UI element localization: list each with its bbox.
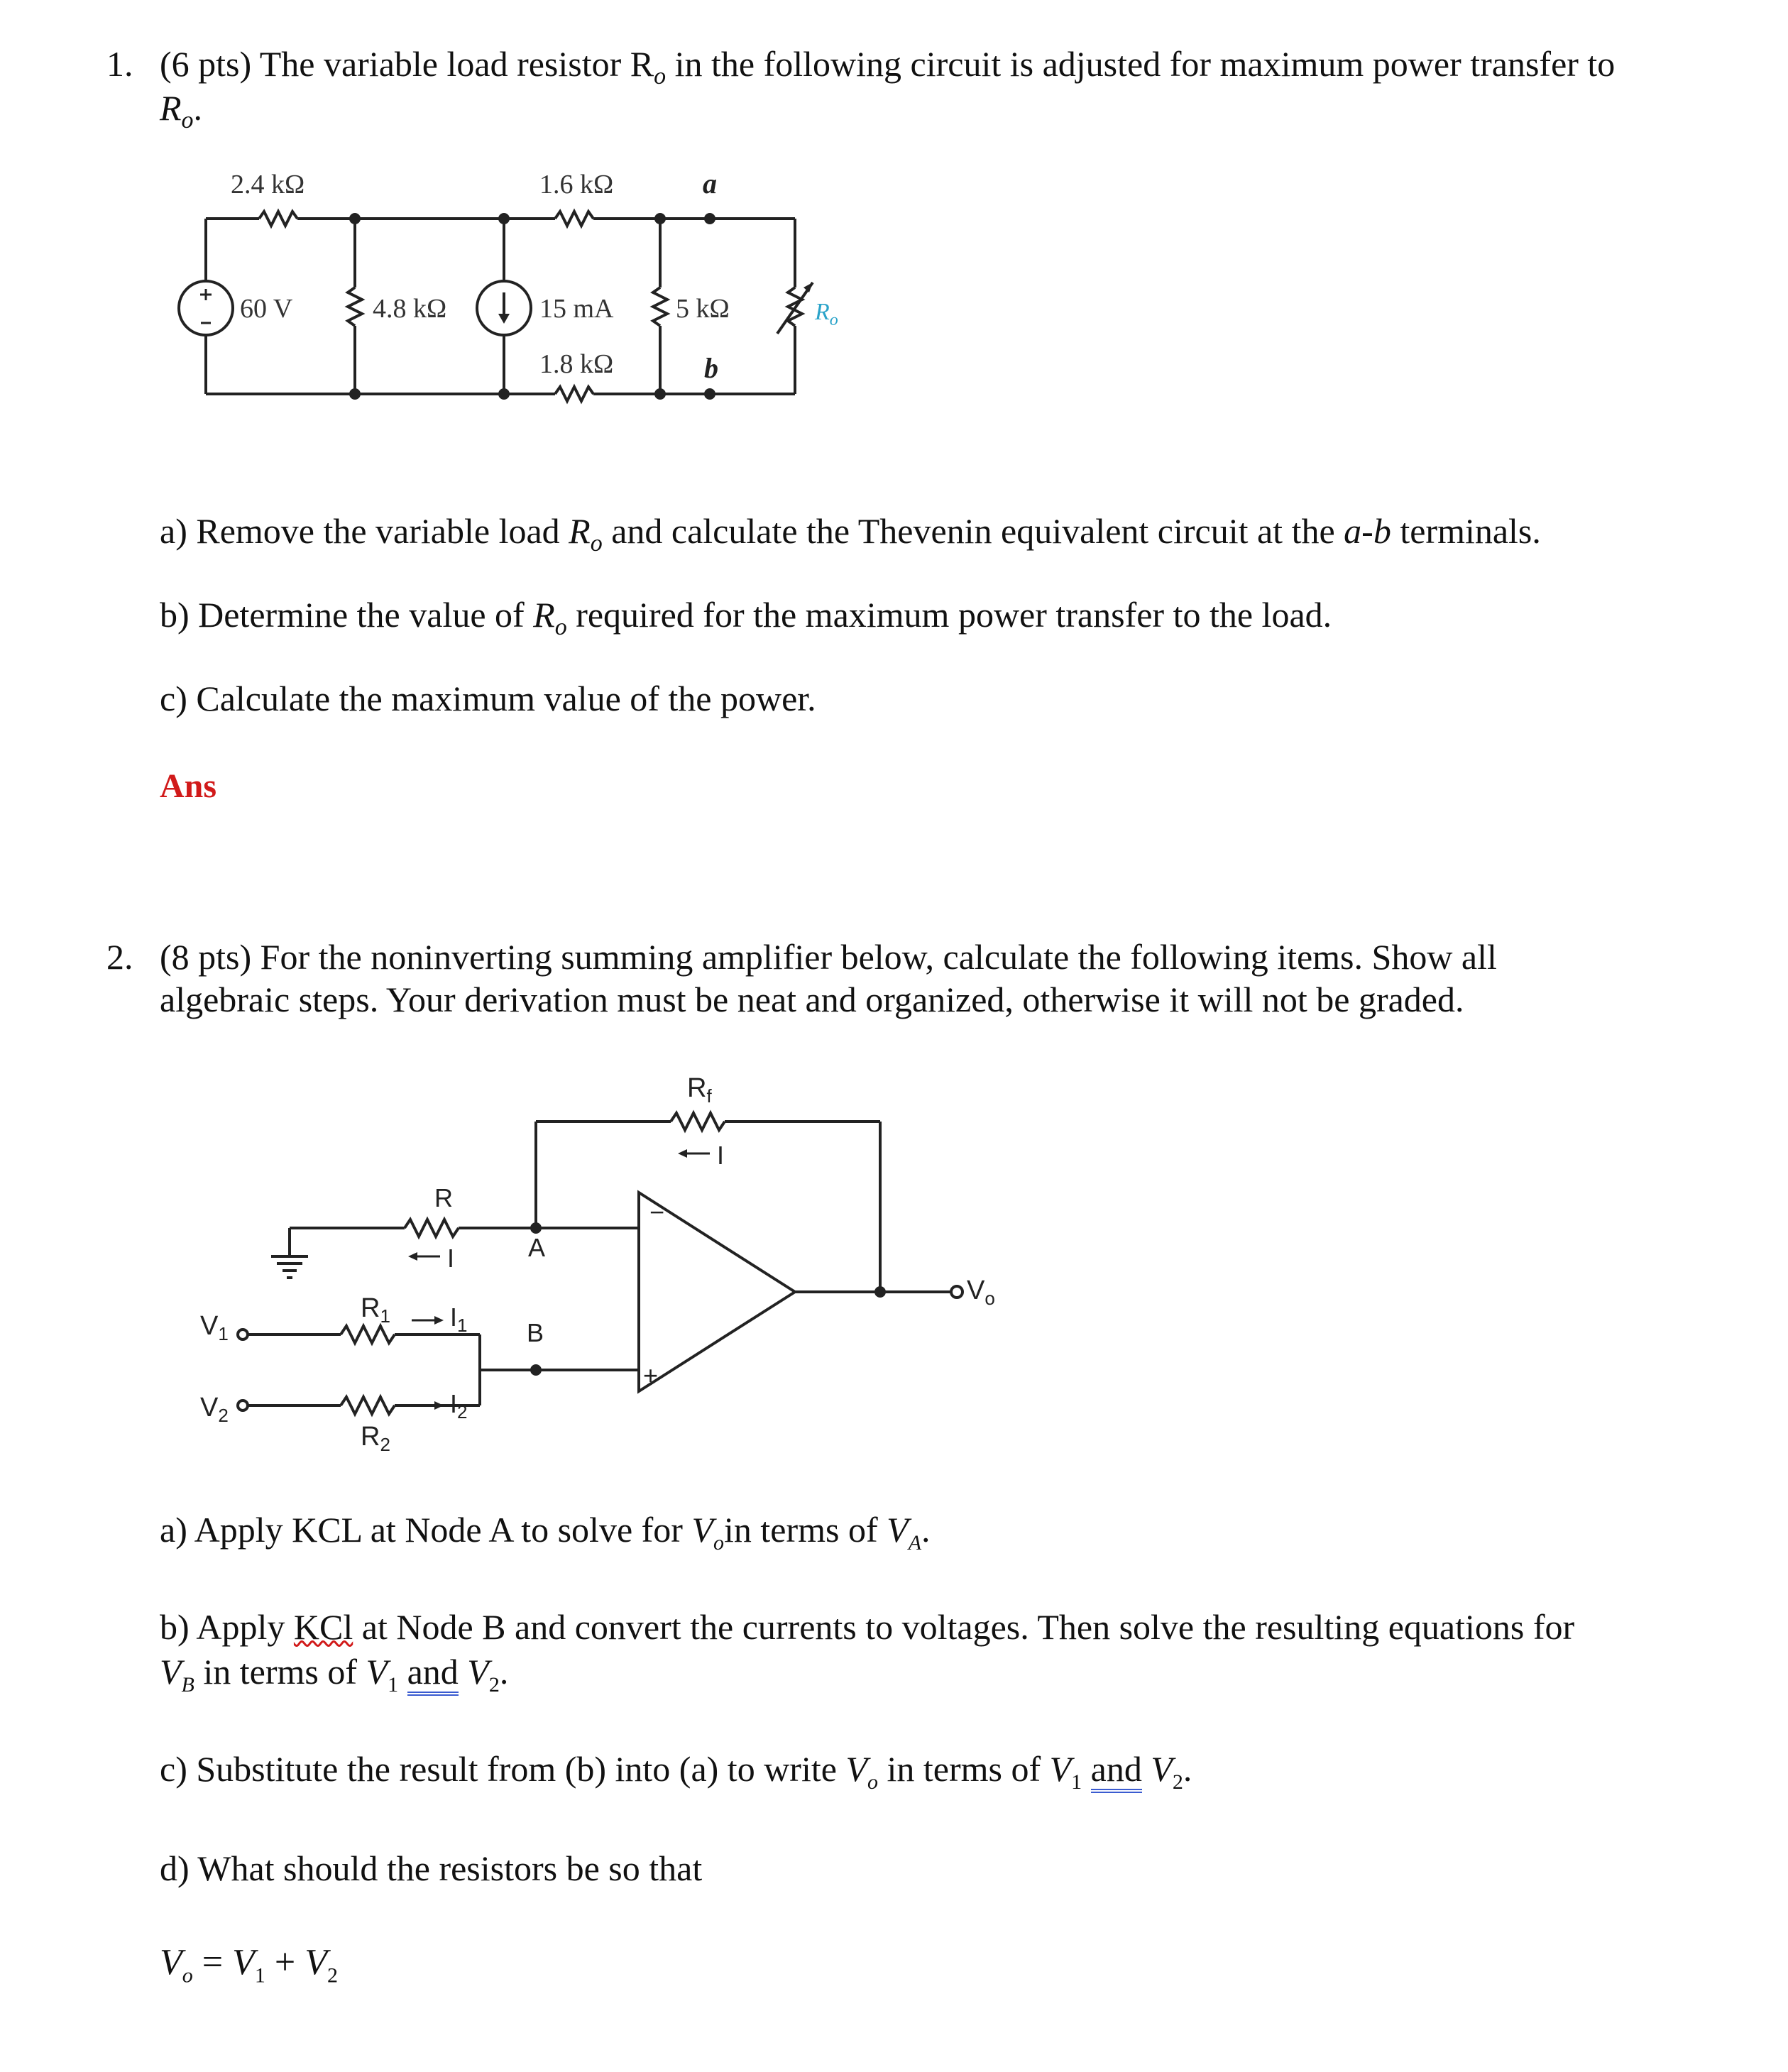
q2-v2-main: V [200,1393,219,1423]
q1-r2-zigzag [555,212,593,226]
q2-part-b-line1 [160,1606,1574,1648]
q2-i-label: I [717,1141,725,1170]
q2-r1-zigzag [341,1326,395,1343]
q2-part-c-end: . [1183,1749,1192,1789]
q2-r1-sub: 1 [380,1305,390,1327]
q2-i1-label [450,1303,467,1336]
q2-part-a-mid: in terms of [724,1510,887,1550]
q2-number: 2. [106,937,133,977]
q1-part-b-sub: o [554,614,567,640]
q1-part-a-var: R [569,511,591,551]
q2-r2-label [361,1422,390,1455]
q1-part-a-pre: a) Remove the variable load [160,511,569,551]
q2-r2-sub: 2 [380,1434,390,1455]
q1-node-b-dot [704,388,715,400]
q1-part-b [160,593,1332,649]
q1-node-dot [654,213,666,224]
q2-part-b2-and: and [407,1652,459,1696]
q2-node-b-label: B [527,1318,544,1347]
q2-target-equation [160,1941,338,1997]
q2-part-b2-s: B [181,1673,194,1696]
q2-part-c-s2: 2 [1172,1770,1183,1794]
q2-rf-zigzag [671,1113,725,1130]
q2-part-a-end: . [921,1510,931,1550]
q2-v2-sub: 2 [218,1405,229,1426]
q2-eq-s1: 1 [254,1963,265,1988]
q1-node-dot [654,388,666,400]
q2-eq-eq: = [192,1942,233,1983]
q1-part-b-var: R [533,595,555,635]
q2-part-d: d) What should the resistors be so that [160,1848,703,1888]
q1-part-a-sub: o [590,530,603,557]
q2-r1-label [361,1293,390,1327]
q1-line1-tail: in the following circuit is adjusted for maximum power transfer to [666,44,1616,84]
q1-statement-line2 [160,87,202,142]
q2-i2-sub: 2 [457,1401,468,1423]
q1-answer-label: Ans [160,767,217,805]
q1-ro-arrow-head [803,283,813,292]
q2-eq-s: o [182,1963,193,1988]
q1-line2-tail: . [193,88,203,128]
q1-isrc-arrow-head [498,314,510,324]
q1-node-dot [349,388,361,400]
q2-part-a-s1: o [713,1531,724,1555]
q1-part-b-end: required for the maximum power transfer to the load. [566,595,1332,635]
q1-node-dot [498,388,510,400]
q2-i2-arrow-head [434,1401,444,1410]
q1-node-a-dot [704,213,715,224]
q2-part-c-s1: 1 [1071,1770,1082,1794]
q2-v1-sub: 1 [218,1323,229,1344]
q1-part-b-pre: b) Determine the value of [160,595,534,635]
q2-rf-sub: f [706,1085,712,1107]
q2-eq-v1: V [232,1942,255,1983]
q1-r4-zigzag [653,287,667,326]
q2-eq-s2: 2 [327,1963,338,1988]
q2-statement-line2: algebraic steps. Your derivation must be neat and organized, otherwise it will not be graded. [160,980,1464,1019]
q1-ro-label-sub: o [829,311,838,329]
q2-i2-label [450,1389,467,1423]
q1-part-a-mid: and calculate the Thevenin equivalent circuit at the [602,511,1344,551]
q2-part-c [160,1748,1192,1804]
q1-r2-label: 1.6 kΩ [539,170,614,199]
q1-line2-sub: o [181,107,194,133]
q2-part-a-v1: V [691,1510,713,1550]
q2-part-b2-end: . [499,1652,509,1692]
q2-part-a-s2: A [908,1531,922,1555]
q2-i-r-label: I [447,1244,455,1273]
q2-vo-sub: o [985,1288,995,1309]
q2-node-b-dot [530,1364,542,1376]
q2-part-b2-s1: 1 [388,1673,399,1696]
q1-statement-line1 [160,43,1615,98]
q2-i-arrow-head [678,1149,687,1158]
q2-opamp-circuit [185,1058,1036,1484]
q2-v1-terminal [238,1330,248,1339]
q1-node-b-label: b [704,352,718,384]
q2-rf-main: R [687,1073,707,1103]
q2-node-a-label: A [528,1233,546,1262]
q2-part-c-and: and [1091,1749,1142,1793]
q2-part-b2-s2: 2 [488,1673,500,1696]
q2-v2-label [200,1393,229,1426]
q2-part-c-v2: V [1151,1749,1173,1789]
q1-part-c: c) Calculate the maximum value of the power. [160,679,816,718]
q2-part-c-mid: in terms of [877,1749,1050,1789]
q2-vo-main: V [967,1276,985,1305]
q2-i1-arrow-head [434,1316,444,1325]
q2-part-c-pre: c) Substitute the result from (b) into (a) to write [160,1749,846,1789]
q1-line2-var: R [160,88,182,128]
q2-part-b-line2 [160,1650,508,1706]
q2-r1-main: R [361,1293,380,1323]
q1-line1-sub: o [654,63,667,89]
q1-r4-label: 5 kΩ [676,294,730,324]
q1-circuit-diagram [156,156,894,426]
q2-part-b-tail: at Node B and convert the currents to voltages. Then solve the resulting equations for [353,1607,1575,1647]
q2-r-zigzag [405,1219,459,1237]
q2-part-c-s: o [867,1770,878,1794]
q2-eq-v2: V [305,1942,327,1983]
q2-part-b2-v1: V [366,1652,388,1692]
q2-eq-plus: + [265,1942,305,1983]
q2-vo-label [967,1276,995,1309]
q2-part-a [160,1508,931,1564]
q2-part-c-v1: V [1049,1749,1072,1789]
q1-node-dot [349,213,361,224]
q2-node-a-dot [530,1222,542,1234]
q2-vo-terminal [951,1286,962,1298]
q1-line1-text: (6 pts) The variable load resistor R [160,44,654,84]
q2-v1-main: V [200,1311,219,1341]
q1-ro-label [814,299,838,329]
q2-part-b-pre: b) Apply [160,1607,294,1647]
q2-opamp-minus: − [649,1197,665,1227]
q1-r1-zigzag [259,212,297,226]
q2-eq-v: V [160,1942,182,1983]
q1-part-a-end: terminals. [1391,511,1541,551]
q2-r2-main: R [361,1422,380,1452]
q1-r5-zigzag [555,387,593,401]
q1-r5-label: 1.8 kΩ [539,349,614,379]
q2-output-node-dot [874,1286,886,1298]
q1-number: 1. [106,44,133,84]
q1-r3-label: 4.8 kΩ [373,294,447,324]
q2-i-r-arrow-head [408,1252,417,1261]
q2-r-label: R [434,1183,453,1212]
q2-part-a-v2: V [887,1510,909,1550]
q2-part-c-v: V [845,1749,867,1789]
q2-i2-main: I [450,1389,458,1418]
q2-part-b2-mid: in terms of [194,1652,366,1692]
q1-r1-label: 2.4 kΩ [231,170,305,199]
q1-node-dot [498,213,510,224]
q2-statement-line1: (8 pts) For the noninverting summing amplifier below, calculate the following items. Show all [160,937,1497,977]
q2-part-b2-v2: V [467,1652,489,1692]
q2-opamp-plus: + [643,1361,659,1390]
q1-part-a [160,510,1541,565]
q1-node-a-label: a [703,168,717,199]
q2-part-b2-v: V [160,1652,182,1692]
q2-i1-main: I [450,1303,458,1332]
q1-isrc-label: 15 mA [539,294,614,324]
q1-part-a-ab: a-b [1344,511,1391,551]
q2-v1-label [200,1311,229,1344]
q2-i1-sub: 1 [457,1315,468,1336]
q1-r3-zigzag [348,287,362,326]
q2-v2-terminal [238,1400,248,1410]
q2-rf-label [687,1073,712,1107]
q1-vsrc-label: 60 V [240,294,293,324]
q2-part-b-kcl: KCl [293,1607,353,1647]
q2-part-a-pre: a) Apply KCL at Node A to solve for [160,1510,692,1550]
q2-r2-zigzag [341,1397,395,1414]
q1-ro-label-main: R [815,299,830,325]
